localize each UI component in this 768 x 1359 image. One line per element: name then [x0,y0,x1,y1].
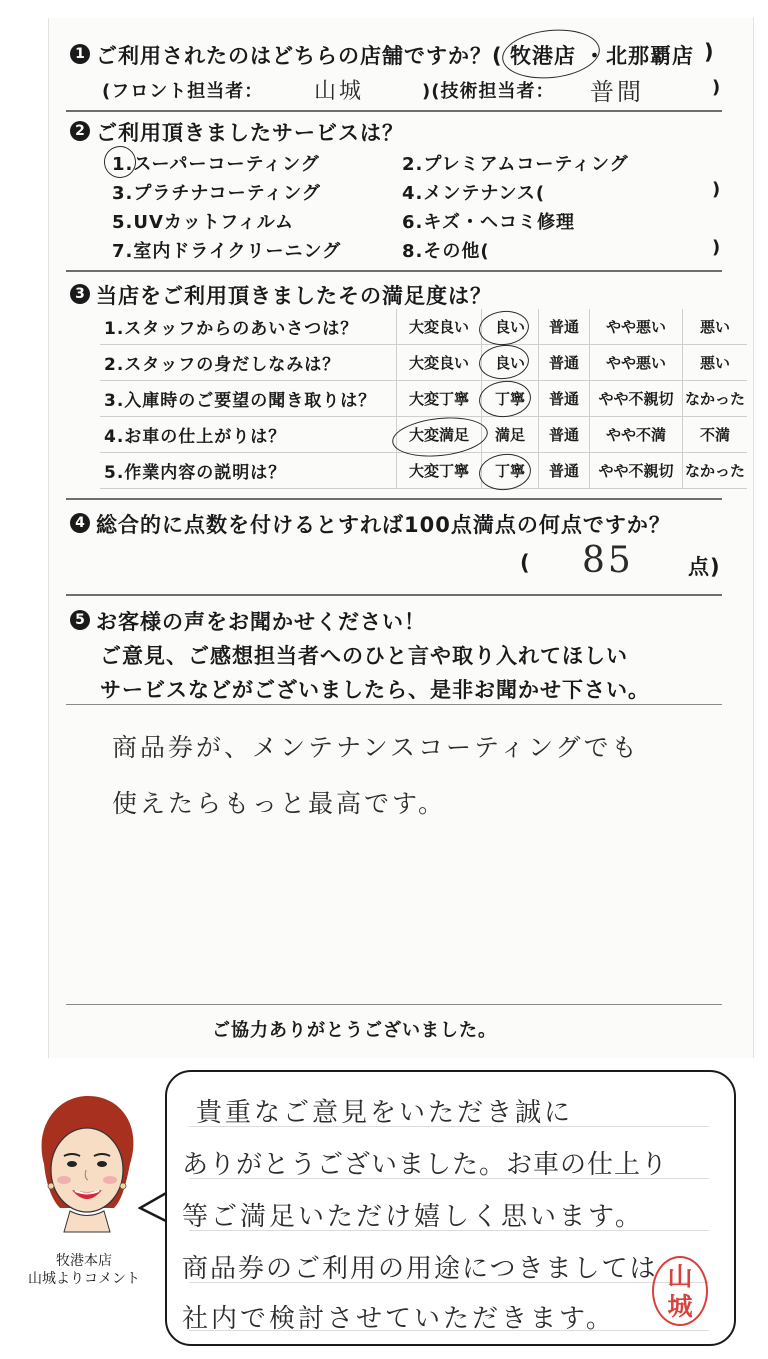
stamp-char: 城 [667,1292,693,1321]
question-5-prompt-line: サービスなどがございましたら、是非お聞かせ下さい。 [100,678,650,702]
rating-option: 良い [482,345,539,381]
rating-option: やや不親切 [590,381,683,417]
store-paren-close: ) [704,40,715,64]
satisfaction-question: 4.お車の仕上がりは？ [100,417,397,453]
section-divider [66,498,722,500]
staff-store: 牧港本店 [56,1253,112,1269]
rating-option: 大変良い [397,345,482,381]
service-paren-close: ) [712,237,722,258]
tech-paren-close: ) [712,77,722,98]
thanks-text: ご協力ありがとうございました。 [212,1020,497,1041]
staff-comment-label: 山城よりコメント [28,1271,140,1287]
rating-option: 大変丁寧 [397,453,482,489]
question-5-number: 5 [70,610,90,630]
question-5-prompt-line: ご意見、ご感想担当者へのひと言や取り入れてほしい [100,644,628,668]
score-value: 85 [582,540,634,581]
rating-option: 普通 [539,417,590,453]
stamp-char: 山 [667,1262,693,1291]
table-row [100,381,747,417]
rating-option: 普通 [539,345,590,381]
rating-option: 大変丁寧 [397,381,482,417]
service-item: 1.スーパーコーティング [112,154,320,175]
reply-line: 社内で検討させていただきます。 [182,1304,615,1334]
reply-line: 等ご満足いただけ嬉しく思います。 [182,1202,644,1232]
rating-option: やや不親切 [590,453,683,489]
rating-option: やや悪い [590,345,683,381]
service-item: 6.キズ・ヘコミ修理 [402,212,576,233]
section-divider [66,270,722,272]
service-item: 2.プレミアムコーティング [402,154,629,175]
service-item: 8.その他( [402,241,490,262]
question-3-number: 3 [70,284,90,304]
rating-option: なかった [683,381,748,417]
front-staff-label: (フロント担当者： [102,81,264,102]
score-unit: 点) [688,555,721,579]
table-row [100,345,747,381]
question-1-text: ご利用されたのはどちらの店舗ですか？( [96,44,503,68]
reply-line: 貴重なご意見をいただき誠に [196,1098,574,1128]
question-2-text: ご利用頂きましたサービスは？ [96,121,404,145]
service-item: 7.室内ドライクリーニング [112,241,342,262]
question-2-number: 2 [70,121,90,141]
rating-option: 丁寧 [482,453,539,489]
section-divider [66,594,722,596]
rating-option: やや不満 [590,417,683,453]
satisfaction-question: 5.作業内容の説明は？ [100,453,397,489]
rating-option: 普通 [539,381,590,417]
section-divider [66,1004,722,1005]
name-seal-stamp [652,1256,708,1326]
rating-option: 不満 [683,417,748,453]
question-1-number: 1 [70,44,90,64]
service-item: 3.プラチナコーティング [112,183,321,204]
question-4-number: 4 [70,513,90,533]
customer-answer-line: 商品券が、メンテナンスコーティングでも [112,733,640,762]
rating-option: 悪い [683,345,748,381]
section-divider [66,110,722,112]
rating-option: 大変良い [397,309,482,345]
store-separator: ・ [584,44,606,68]
reply-line: 商品券のご利用の用途につきましては [182,1254,658,1284]
section-divider [66,704,722,705]
question-5-text: お客様の声をお聞かせください！ [96,610,426,634]
rating-option: 大変満足 [397,417,482,453]
rating-option: 普通 [539,453,590,489]
store-makiminato: 牧港店 [510,44,576,68]
tech-staff-label: )(技術担当者： [422,81,555,102]
score-paren-open: ( [520,551,531,575]
front-staff-value: 山城 [314,79,365,104]
rating-option: 満足 [482,417,539,453]
service-paren-close: ) [712,179,722,200]
rating-option: やや悪い [590,309,683,345]
satisfaction-table [100,309,747,489]
rating-option: 悪い [683,309,748,345]
customer-answer-line: 使えたらもっと最高です。 [112,789,447,818]
rating-option: 普通 [539,309,590,345]
satisfaction-question: 2.スタッフの身だしなみは？ [100,345,397,381]
rating-option: 良い [482,309,539,345]
satisfaction-question: 3.入庫時のご要望の聞き取りは？ [100,381,397,417]
question-3-text: 当店をご利用頂きましたその満足度は？ [96,284,492,308]
reply-line: ありがとうございました。お車の仕上り [182,1150,669,1180]
service-item: 4.メンテナンス( [402,183,546,204]
service-item: 5.UVカットフィルム [112,212,295,233]
tech-staff-value: 普間 [590,78,644,106]
rating-option: なかった [683,453,748,489]
rating-option: 丁寧 [482,381,539,417]
table-row [100,453,747,489]
store-kitanaha: 北那覇店 [606,44,694,68]
question-4-text: 総合的に点数を付けるとすれば100点満点の何点ですか？ [96,513,671,537]
table-row [100,309,747,345]
satisfaction-question: 1.スタッフからのあいさつは？ [100,309,397,345]
staff-avatar [26,1090,146,1240]
